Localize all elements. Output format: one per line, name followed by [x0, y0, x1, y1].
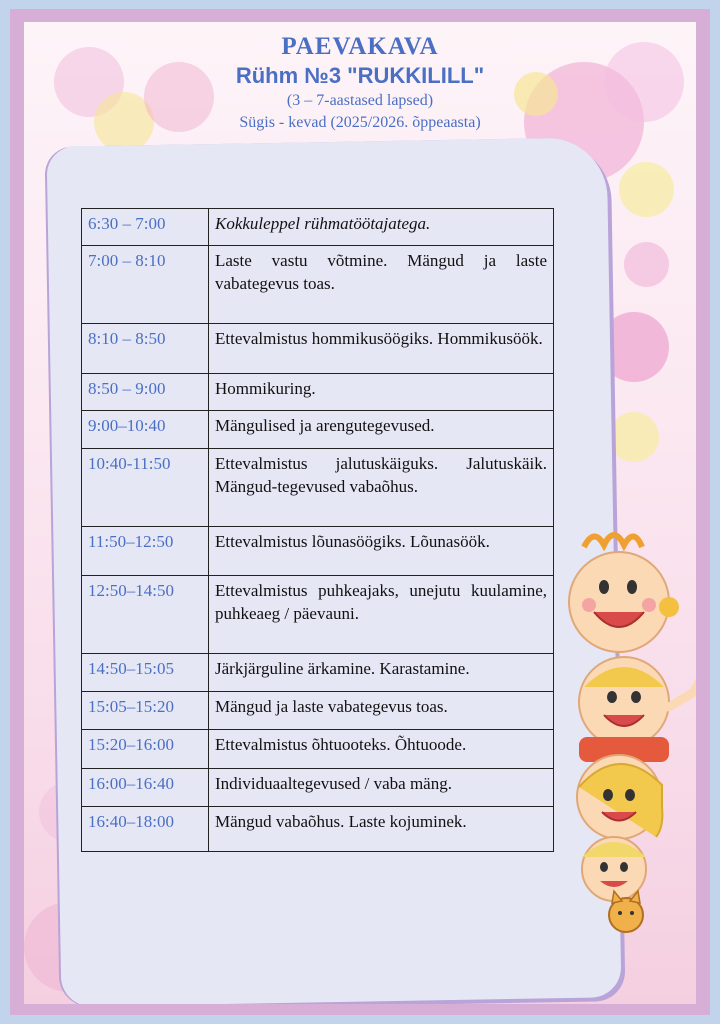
table-row — [82, 654, 554, 692]
page-title: PAEVAKAVA — [281, 33, 439, 60]
activity-cell: Ettevalmistus lõunasöögiks. Lõunasöök. — [209, 527, 554, 576]
decor-bubble — [624, 242, 669, 287]
age-range: (3 – 7-aastased lapsed) — [286, 92, 434, 109]
time-cell: 15:05–15:20 — [82, 692, 209, 730]
time-cell: 9:00–10:40 — [82, 411, 209, 449]
time-cell: 7:00 – 8:10 — [82, 246, 209, 324]
time-cell: 6:30 – 7:00 — [82, 209, 209, 246]
activity-cell: Kokkuleppel rühmatöötajatega. — [209, 209, 554, 246]
activity-cell: Ettevalmistus õhtuooteks. Õhtuoode. — [209, 730, 554, 769]
activity-cell: Laste vastu võtmine. Mängud ja laste vabategevus toas. — [209, 246, 554, 324]
school-year: Sügis - kevad (2025/2026. õppeaasta) — [239, 114, 481, 131]
activity-cell: Ettevalmistus jalutuskäiguks. Jalutuskäik. Mängud-tegevused vabaõhus. — [209, 449, 554, 527]
table-row — [82, 769, 554, 807]
table-row — [82, 411, 554, 449]
activity-cell: Hommikuring. — [209, 374, 554, 411]
table-row — [82, 730, 554, 769]
header — [24, 32, 696, 134]
table-row — [82, 807, 554, 852]
decor-bubble — [619, 162, 674, 217]
activity-cell: Mängud ja laste vabategevus toas. — [209, 692, 554, 730]
activity-cell: Mängud vabaõhus. Laste kojuminek. — [209, 807, 554, 852]
activity-cell: Järkjärguline ärkamine. Karastamine. — [209, 654, 554, 692]
group-name: Rühm №3 "RUKKILILL" — [235, 63, 485, 88]
table-row — [82, 374, 554, 411]
time-cell: 15:20–16:00 — [82, 730, 209, 769]
table-row — [82, 449, 554, 527]
page — [24, 22, 696, 1004]
decor-bubble — [609, 412, 659, 462]
time-cell: 10:40-11:50 — [82, 449, 209, 527]
activity-cell: Individuaaltegevused / vaba mäng. — [209, 769, 554, 807]
time-cell: 11:50–12:50 — [82, 527, 209, 576]
table-row — [82, 246, 554, 324]
time-cell: 14:50–15:05 — [82, 654, 209, 692]
time-cell: 8:10 – 8:50 — [82, 324, 209, 374]
schedule-paper-top — [58, 146, 578, 206]
time-cell: 8:50 – 9:00 — [82, 374, 209, 411]
table-row — [82, 527, 554, 576]
schedule-table — [81, 208, 554, 852]
table-row — [82, 576, 554, 654]
activity-cell: Mängulised ja arengutegevused. — [209, 411, 554, 449]
table-row — [82, 324, 554, 374]
time-cell: 16:40–18:00 — [82, 807, 209, 852]
activity-cell: Ettevalmistus puhkeajaks, unejutu kuulamine, puhkeaeg / päevauni. — [209, 576, 554, 654]
table-row — [82, 692, 554, 730]
activity-cell: Ettevalmistus hommikusöögiks. Hommikusöök. — [209, 324, 554, 374]
time-cell: 12:50–14:50 — [82, 576, 209, 654]
table-row — [82, 209, 554, 246]
cartoon-children-faces-icon — [564, 507, 696, 937]
time-cell: 16:00–16:40 — [82, 769, 209, 807]
